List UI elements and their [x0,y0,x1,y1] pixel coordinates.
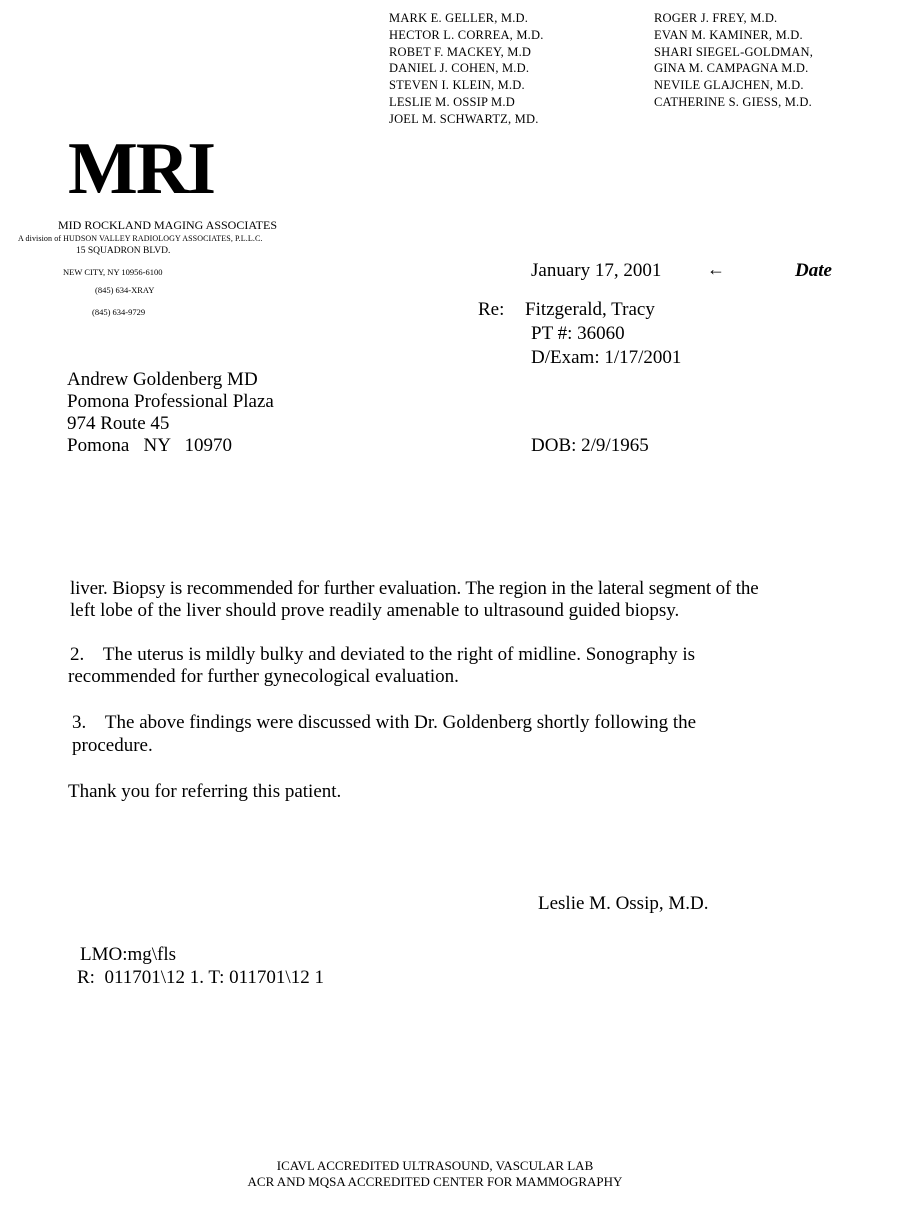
footer-accreditation-2: ACR AND MQSA ACCREDITED CENTER FOR MAMMOGRAPHY [247,1174,623,1189]
physician-name: CATHERINE S. GIESS, M.D. [654,94,812,109]
physician-name: NEVILE GLAJCHEN, M.D. [654,78,804,93]
recipient-address-3: Pomona NY 10970 [67,435,233,456]
physician-name: SHARI SIEGEL-GOLDMAN, [654,44,814,59]
body-line: liver. Biopsy is recommended for further evaluation. The region in the lateral segment of the [70,578,759,599]
physician-name: GINA M. CAMPAGNA M.D. [654,61,809,76]
typist-initials: LMO:mg\fls [80,944,177,965]
body-line: procedure. [72,735,153,756]
physician-name: MARK E. GELLER, M.D. [389,11,529,25]
physician-name: EVAN M. KAMINER, M.D. [654,27,803,42]
physician-name: DANIEL J. COHEN, M.D. [389,61,530,76]
physician-name: HECTOR L. CORREA, M.D. [389,27,544,42]
closing-thanks: Thank you for referring this patient. [68,781,342,802]
body-line: 2. The uterus is mildly bulky and deviated to the right of midline. Sonography is [70,644,695,665]
recipient-name: Andrew Goldenberg MD [67,369,258,390]
org-division: A division of HUDSON VALLEY RADIOLOGY ASSOCIATES, P.L.L.C. [18,234,263,243]
physician-name: JOEL M. SCHWARTZ, MD. [389,111,539,126]
physician-list-left [389,10,544,128]
transcription-line: R: 011701\12 1. T: 011701\12 1 [77,967,324,988]
physician-name: ROGER J. FREY, M.D. [654,11,778,25]
physician-list-right [654,10,813,111]
signature-name: Leslie M. Ossip, M.D. [538,893,709,914]
footer-accreditation-1: ICAVL ACCREDITED ULTRASOUND, VASCULAR LAB [276,1158,594,1173]
recipient-address-2: 974 Route 45 [67,413,170,434]
physician-name: STEVEN I. KLEIN, M.D. [389,78,525,93]
org-name: MID ROCKLAND MAGING ASSOCIATES [58,218,278,232]
body-line: recommended for further gynecological evaluation. [68,666,459,687]
re-label: Re: [478,299,505,320]
physician-name: ROBET F. MACKEY, M.D [389,44,532,59]
letter-date: January 17, 2001 [531,260,662,281]
patient-number: PT #: 36060 [531,323,625,344]
patient-name: Fitzgerald, Tracy [525,299,655,320]
recipient-address-1: Pomona Professional Plaza [67,391,274,412]
patient-dob: DOB: 2/9/1965 [531,435,649,456]
body-line: 3. The above findings were discussed with Dr. Goldenberg shortly following the [72,712,697,733]
physician-name: LESLIE M. OSSIP M.D [389,94,515,109]
body-line: left lobe of the liver should prove readily amenable to ultrasound guided biopsy. [70,600,680,621]
org-street: 15 SQUADRON BLVD. [76,246,171,256]
mri-logo: MRI [68,128,215,210]
org-phone: (845) 634-XRAY [95,285,155,295]
left-arrow-icon: ← [707,259,725,279]
exam-date: D/Exam: 1/17/2001 [531,347,682,368]
date-label: Date [795,260,832,281]
org-fax: (845) 634-9729 [92,307,146,317]
org-city: NEW CITY, NY 10956-6100 [63,267,163,277]
